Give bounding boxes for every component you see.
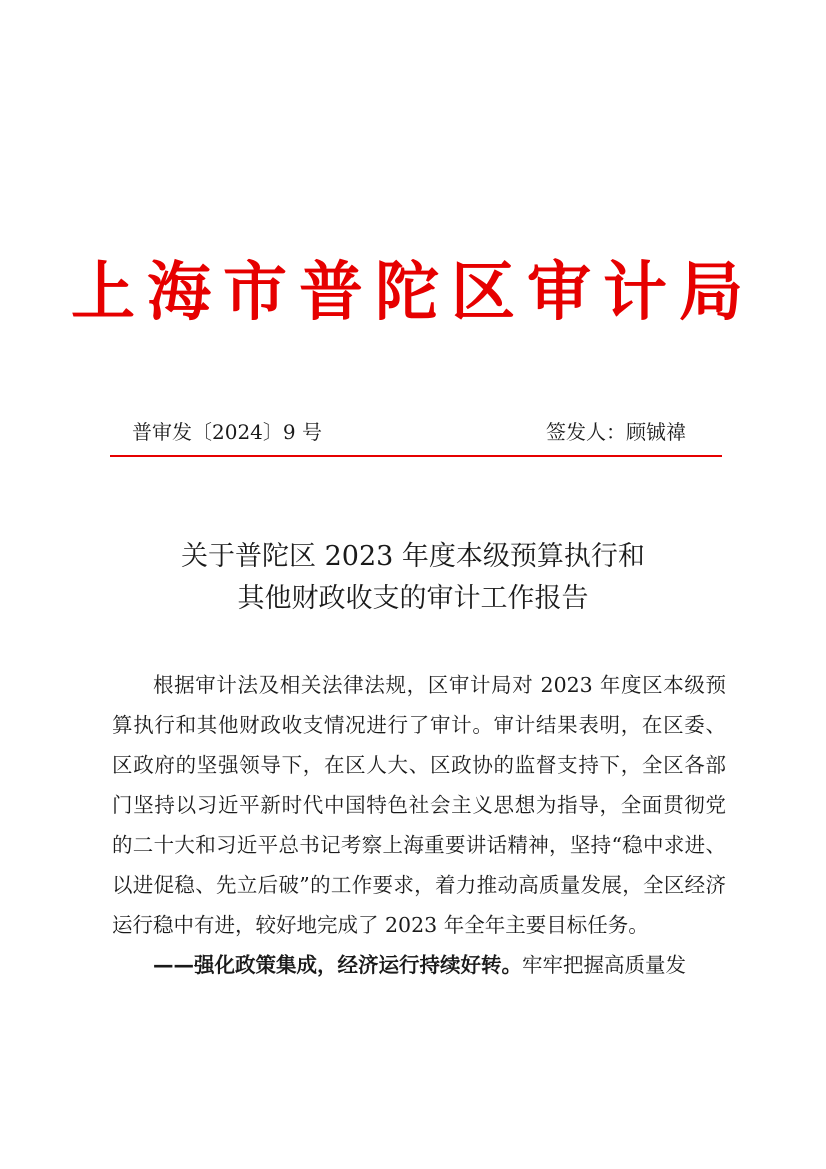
red-divider-line xyxy=(110,455,722,457)
issuer-masthead: 上海市普陀区审计局 xyxy=(71,256,755,330)
body-paragraph-1: 根据审计法及相关法律法规，区审计局对 2023 年度区本级预算执行和其他财政收支情况进行了审计。审计结果表明，在区委、区政府的坚强领导下，在区人大、区政协的监督支持下，全区各部门坚持以习近平新时代中国特色社会主义思想为指导，全面贯彻党的二十大和习近平总书记考察上海重要讲话精神，坚持“稳中求进、以进促稳、先立后破”的工作要求，着力推动高质量发展，全区经济运行稳中有进，较好地完成了 2023 年全年主要目标任务。 xyxy=(112,673,726,937)
body-paragraph-2 xyxy=(112,945,726,985)
document-title xyxy=(0,536,826,620)
document-number: 普审发〔2024〕9 号 xyxy=(132,420,322,444)
title-line-1: 关于普陀区 2023 年度本级预算执行和 xyxy=(181,541,645,572)
title-line-2: 其他财政收支的审计工作报告 xyxy=(237,583,589,614)
section-heading-bold: ——强化政策集成，经济运行持续好转。 xyxy=(153,953,522,977)
document-body xyxy=(112,665,726,985)
signer-line: 签发人：顾铖禕 xyxy=(546,420,686,444)
section-text: 牢牢把握高质量发 xyxy=(522,953,686,977)
